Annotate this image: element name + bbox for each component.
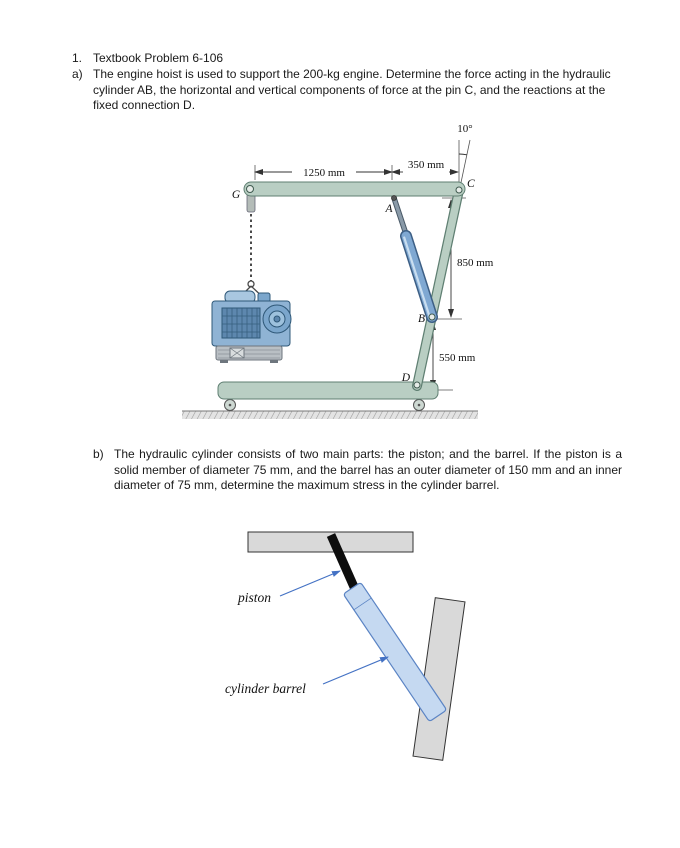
shackle — [247, 194, 255, 212]
engine-block — [222, 308, 260, 338]
part-b-text: The hydraulic cylinder consists of two main parts: the piston; and the barrel. If the piston is a solid member of diameter 75 mm, and the barrel has an outer diameter of 150 mm and an inner diameter of 75 mm, determine the maximum stress in the cylinder barrel. — [114, 447, 622, 493]
part-a-text: The engine hoist is used to support the 200-kg engine. Determine the force acting in the hydraulic cylinder AB, the horizontal and vertical components of force at the pin C, and the reactions at the fixed connection D. — [93, 67, 611, 113]
pin-g — [247, 186, 254, 193]
pin-b — [429, 314, 435, 320]
dim-350: 350 mm — [407, 159, 445, 171]
dim-1250: 1250 mm — [303, 167, 345, 179]
hydraulic-cylinder-ab — [394, 198, 432, 319]
cylinder-barrel-fill — [406, 236, 432, 317]
chain — [247, 194, 255, 287]
wheels — [225, 400, 425, 411]
part-b-label: b) — [93, 447, 104, 461]
label-g: G — [231, 189, 241, 201]
piston-leader — [280, 571, 340, 596]
ground — [182, 411, 478, 419]
part-a-label: a) — [72, 67, 83, 81]
barrel-label: cylinder barrel — [225, 681, 306, 696]
figure-engine-hoist — [170, 118, 520, 433]
beam-gc — [244, 182, 465, 196]
label-c: C — [467, 178, 475, 190]
pin-d — [414, 382, 420, 388]
engine — [212, 286, 291, 363]
dim-550: 550 mm — [439, 352, 476, 364]
problem-title: Textbook Problem 6-106 — [93, 51, 224, 65]
hoist-base — [218, 382, 438, 399]
pin-a — [392, 196, 397, 201]
label-d: D — [401, 372, 410, 384]
figure-hydraulic-cylinder — [195, 518, 495, 780]
barrel-leader — [323, 657, 388, 684]
part-b-row — [93, 447, 623, 494]
angle-label: 10° — [457, 123, 473, 135]
problem-title-row — [72, 51, 632, 67]
angle-arc — [459, 154, 467, 155]
problem-number: 1. — [72, 51, 83, 65]
dimensions — [255, 123, 494, 390]
part-a-row — [72, 67, 628, 114]
label-b: B — [417, 313, 425, 325]
piston-label: piston — [238, 590, 272, 605]
label-a: A — [385, 203, 393, 215]
dim-850: 850 mm — [457, 257, 494, 269]
pin-c — [456, 187, 462, 193]
